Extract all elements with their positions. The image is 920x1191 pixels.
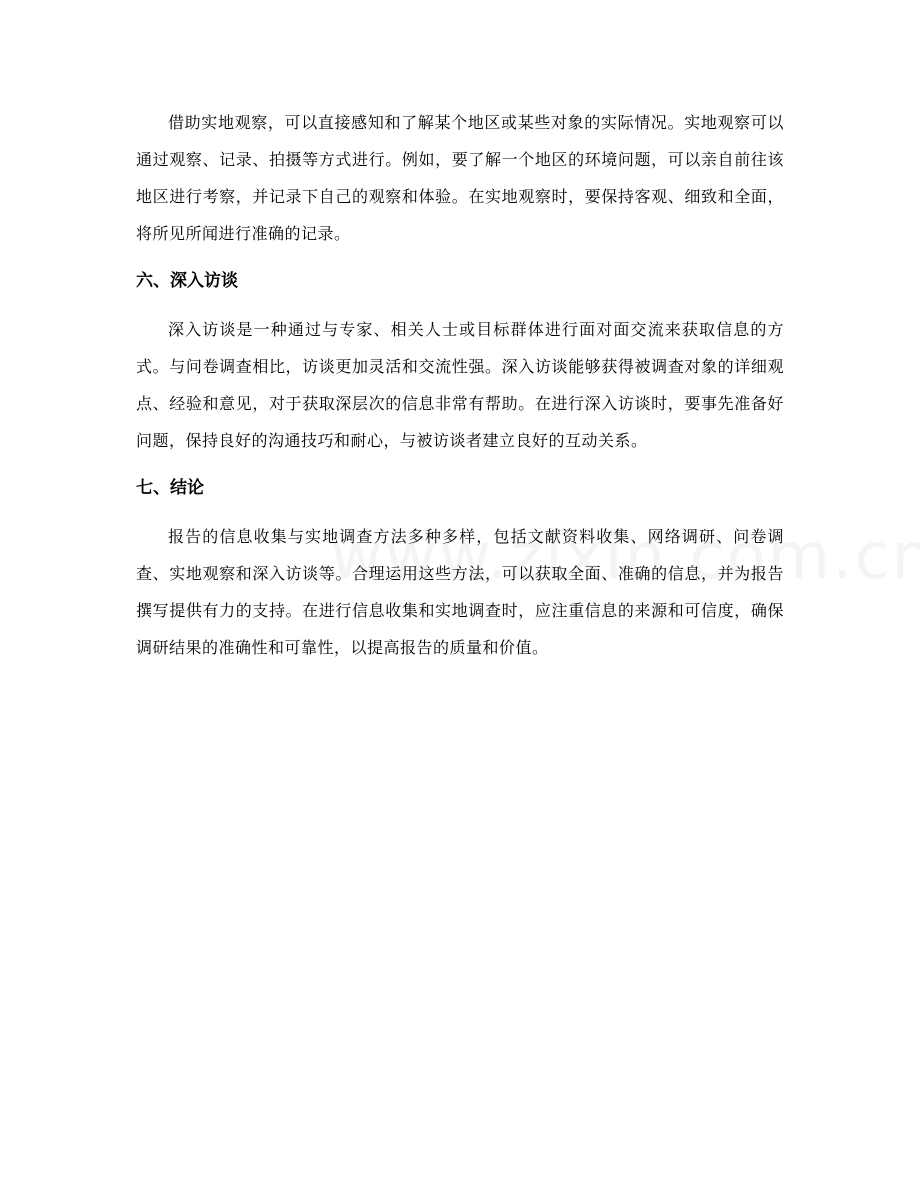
heading-conclusion: 七、结论 bbox=[136, 478, 204, 498]
paragraph-field-observation: 借助实地观察，可以直接感知和了解某个地区或某些对象的实际情况。实地观察可以通过观察、记录、拍摄等方式进行。例如，要了解一个地区的环境问题，可以亲自前往该地区进行考察，并记录下自己的观察和体验。在实地观察时，要保持客观、细致和全面，将所见所闻进行准确的记录。 bbox=[136, 113, 784, 243]
heading-in-depth-interview: 六、深入访谈 bbox=[136, 271, 238, 291]
paragraph-conclusion: 报告的信息收集与实地调查方法多种多样，包括文献资料收集、网络调研、问卷调查、实地观察和深入访谈等。合理运用这些方法，可以获取全面、准确的信息，并为报告撰写提供有力的支持。在进行信息收集和实地调查时，应注重信息的来源和可信度，确保调研结果的准确性和可靠性，以提高报告的质量和价值。 bbox=[136, 527, 784, 657]
document-body bbox=[136, 104, 784, 666]
paragraph-in-depth-interview: 深入访谈是一种通过与专家、相关人士或目标群体进行面对面交流来获取信息的方式。与问卷调查相比，访谈更加灵活和交流性强。深入访谈能够获得被调查对象的详细观点、经验和意见，对于获取深层次的信息非常有帮助。在进行深入访谈时，要事先准备好问题，保持良好的沟通技巧和耐心，与被访谈者建立良好的互动关系。 bbox=[136, 320, 784, 450]
